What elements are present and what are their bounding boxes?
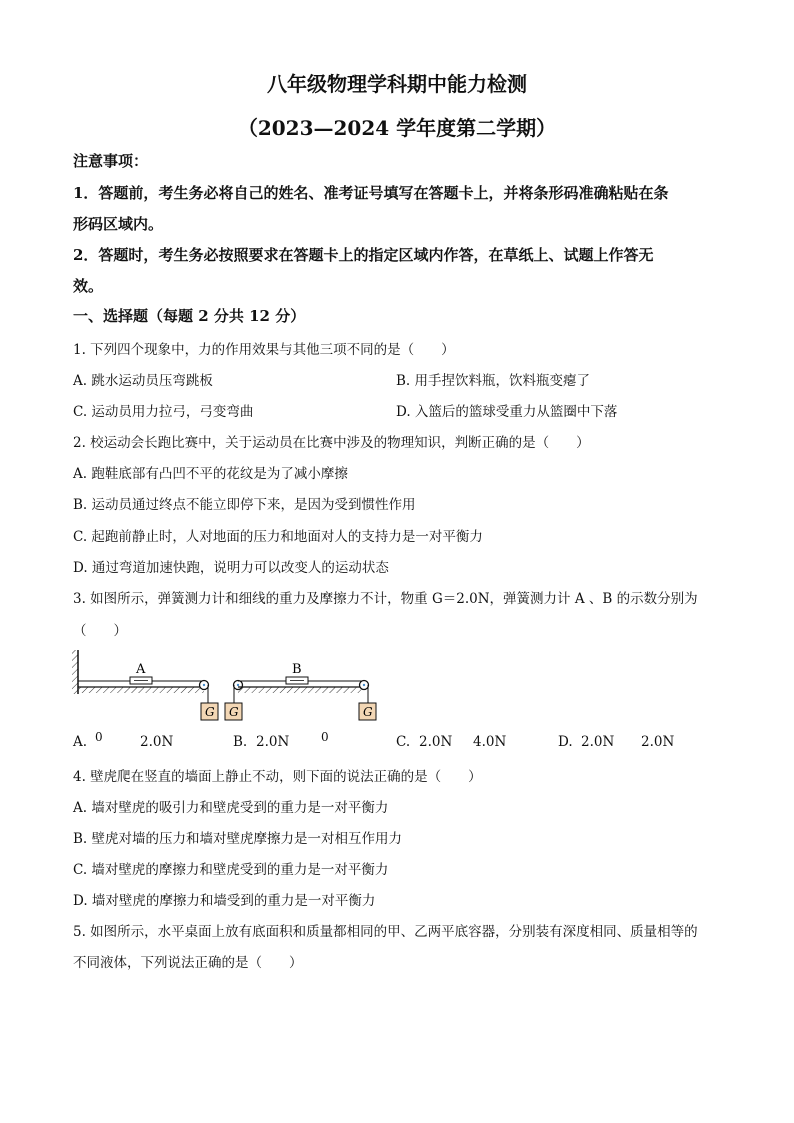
- q2-option-b: B. 运动员通过终点不能立即停下来，是因为受到惯性作用: [73, 497, 416, 513]
- q3-option-a-value-1: 0: [95, 730, 103, 744]
- label-a: A: [136, 662, 146, 677]
- q2-option-d: D. 通过弯道加速快跑，说明力可以改变人的运动状态: [73, 560, 389, 576]
- table-right-hatching: [238, 687, 364, 693]
- q4-option-c: C. 墙对壁虎的摩擦力和壁虎受到的重力是一对平衡力: [73, 862, 389, 878]
- weight-2-label: G: [229, 705, 239, 719]
- q1-option-b: B. 用手捏饮料瓶，饮料瓶变瘪了: [396, 373, 591, 389]
- q3-option-b-label: B.: [233, 734, 248, 750]
- q1-option-a: A. 跳水运动员压弯跳板: [73, 373, 213, 389]
- table-left-hatching: [78, 687, 204, 693]
- q3-option-c-label: C.: [396, 734, 411, 750]
- q4-option-d: D. 墙对壁虎的摩擦力和墙受到的重力是一对平衡力: [73, 893, 376, 909]
- q3-option-d-value-2: 2.0N: [641, 734, 675, 750]
- q3-option-c-value-2: 4.0N: [473, 734, 507, 750]
- spring-scale-figure: [66, 645, 386, 727]
- wall-hatching: [72, 650, 78, 694]
- page-title: 八年级物理学科期中能力检测: [267, 72, 527, 96]
- q3-option-a-label: A.: [73, 734, 88, 750]
- q4-stem: 4. 壁虎爬在竖直的墙面上静止不动，则下面的说法正确的是（ ）: [73, 769, 482, 785]
- q3-stem-line-1: 3. 如图所示，弹簧测力计和细线的重力及摩擦力不计，物重 G＝2.0N，弹簧测力计 A 、B 的示数分别为: [73, 591, 698, 607]
- notice-item-2-line-1: 2．答题时，考生务必按照要求在答题卡上的指定区域内作答，在草纸上、试题上作答无: [73, 246, 654, 264]
- notice-item-1-line-2: 形码区域内。: [73, 215, 164, 233]
- q3-option-a-value-2: 2.0N: [140, 734, 174, 750]
- notice-item-1-line-1: 1．答题前，考生务必将自己的姓名、准考证号填写在答题卡上，并将条形码准确粘贴在条: [73, 184, 669, 202]
- q1-option-c: C. 运动员用力拉弓，弓变弯曲: [73, 404, 254, 420]
- page-subtitle: （2023—2024 学年度第二学期）: [237, 116, 557, 140]
- q4-option-a: A. 墙对壁虎的吸引力和壁虎受到的重力是一对平衡力: [73, 800, 389, 816]
- q4-option-b: B. 壁虎对墙的压力和墙对壁虎摩擦力是一对相互作用力: [73, 831, 403, 847]
- q2-stem: 2. 校运动会长跑比赛中，关于运动员在比赛中涉及的物理知识，判断正确的是（ ）: [73, 435, 590, 451]
- q3-option-d-label: D.: [558, 734, 573, 750]
- q2-option-a: A. 跑鞋底部有凸凹不平的花纹是为了减小摩擦: [73, 466, 348, 482]
- weight-1-label: G: [205, 705, 215, 719]
- label-b: B: [292, 662, 302, 677]
- q3-stem-line-2: （ ）: [73, 623, 127, 639]
- q1-option-d: D. 入篮后的篮球受重力从篮圈中下落: [396, 404, 618, 420]
- q5-stem-line-2: 不同液体，下列说法正确的是（ ）: [73, 955, 303, 971]
- q2-option-c: C. 起跑前静止时，人对地面的压力和地面对人的支持力是一对平衡力: [73, 529, 483, 545]
- q3-option-c-value-1: 2.0N: [419, 734, 453, 750]
- q1-stem: 1. 下列四个现象中，力的作用效果与其他三项不同的是（ ）: [73, 342, 455, 358]
- weight-3-label: G: [363, 705, 373, 719]
- section-heading: 一、选择题（每题 2 分共 12 分）: [73, 307, 306, 325]
- q5-stem-line-1: 5. 如图所示，水平桌面上放有底面积和质量都相同的甲、乙两平底容器，分别装有深度相同、质量相等的: [73, 924, 698, 940]
- q3-option-b-value-2: 0: [321, 730, 329, 744]
- notice-heading: 注意事项：: [73, 152, 149, 170]
- q3-option-d-value-1: 2.0N: [581, 734, 615, 750]
- q3-option-b-value-1: 2.0N: [256, 734, 290, 750]
- notice-item-2-line-2: 效。: [73, 277, 104, 295]
